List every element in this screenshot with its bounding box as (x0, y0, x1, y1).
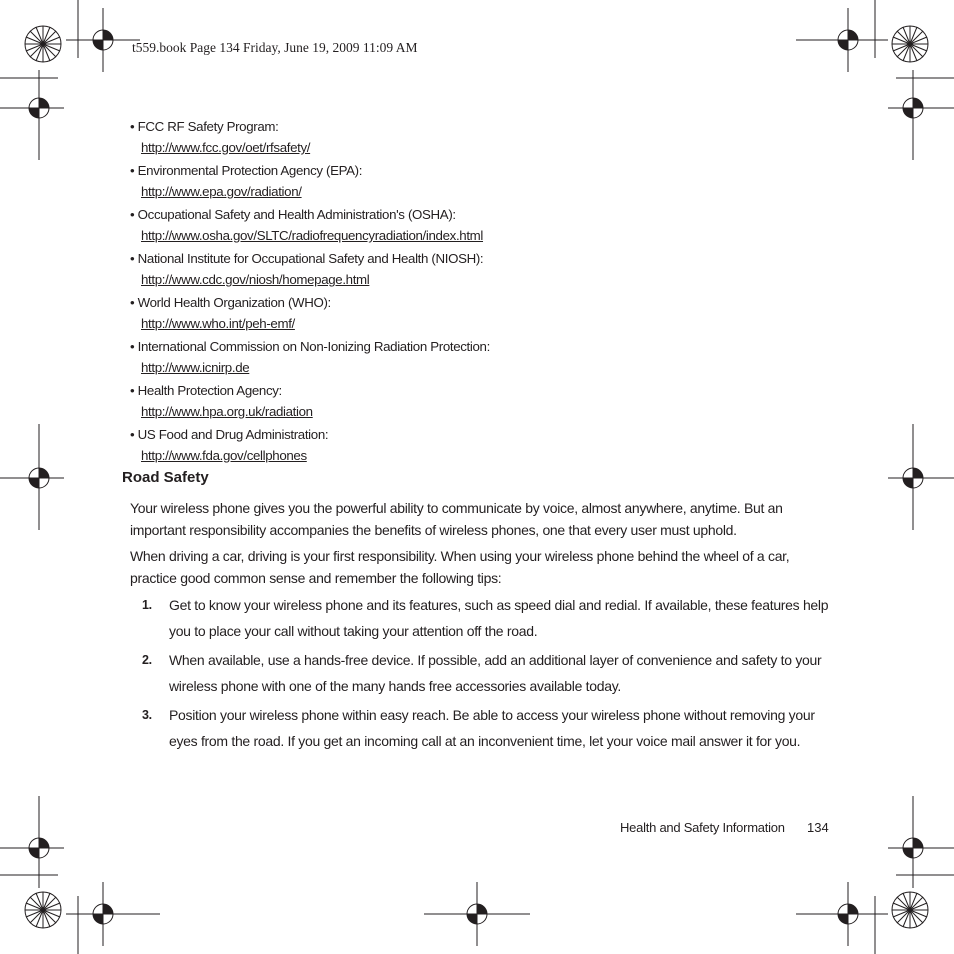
link-url[interactable]: http://www.osha.gov/SLTC/radiofrequencyradiation/index.html (141, 228, 484, 243)
list-item (130, 592, 830, 644)
list-item (130, 292, 690, 334)
link-label: • National Institute for Occupational Safety and Health (NIOSH): (130, 251, 484, 266)
step-text: When available, use a hands-free device. If possible, add an additional layer of convenience and safety to your wireless phone with one of the many hands free accessories available today. (169, 652, 822, 694)
list-item (130, 116, 690, 158)
crosshair-left-middle (0, 424, 64, 530)
step-text: Position your wireless phone within easy reach. Be able to access your wireless phone without removing your eyes from the road. If you get an incoming call at an inconvenient time, let your voice mail answer it for you. (169, 707, 815, 749)
link-label: • Occupational Safety and Health Administration's (OSHA): (130, 207, 456, 222)
link-url[interactable]: http://www.icnirp.de (141, 360, 250, 375)
link-label: • Environmental Protection Agency (EPA): (130, 163, 363, 178)
body-paragraph: When driving a car, driving is your first responsibility. When using your wireless phone behind the wheel of a car, practice good common sense and remember the following tips: (130, 548, 790, 586)
step-number: 1. (142, 598, 152, 612)
link-url[interactable]: http://www.fcc.gov/oet/rfsafety/ (141, 140, 311, 155)
list-item (130, 380, 690, 422)
crosshair-right-top (888, 70, 954, 160)
link-label: • International Commission on Non-Ionizing Radiation Protection: (130, 339, 490, 354)
link-url[interactable]: http://www.epa.gov/radiation/ (141, 184, 302, 199)
list-item (130, 160, 690, 202)
link-url[interactable]: http://www.who.int/peh-emf/ (141, 316, 295, 331)
step-number: 2. (142, 653, 152, 667)
link-url[interactable]: http://www.fda.gov/cellphones (141, 448, 307, 463)
step-text: Get to know your wireless phone and its features, such as speed dial and redial. If available, these features help you to place your call without taking your attention off the road. (169, 597, 829, 639)
body-paragraph: Your wireless phone gives you the powerful ability to communicate by voice, almost anywhere, anytime. But an important responsibility accompanies the benefits of wireless phones, one that every user must uphold. (130, 500, 783, 538)
corner-starburst-bottom-right (892, 892, 928, 928)
resource-link-list (130, 116, 690, 468)
link-label: • FCC RF Safety Program: (130, 119, 279, 134)
link-url[interactable]: http://www.cdc.gov/niosh/homepage.html (141, 272, 370, 287)
list-item (130, 248, 690, 290)
link-label: • World Health Organization (WHO): (130, 295, 331, 310)
corner-starburst-top-right (892, 26, 928, 62)
list-item (130, 204, 690, 246)
link-label: • Health Protection Agency: (130, 383, 282, 398)
link-url[interactable]: http://www.hpa.org.uk/radiation (141, 404, 313, 419)
corner-starburst-bottom-left (25, 892, 61, 928)
numbered-tips-list (130, 592, 830, 757)
page-number: 134 (807, 820, 829, 835)
section-heading: Road Safety (122, 469, 209, 486)
corner-starburst-top-left (25, 26, 61, 62)
footer-section-title: Health and Safety Information (620, 820, 785, 835)
list-item (130, 702, 830, 754)
list-item (130, 424, 690, 466)
crosshair-left-bottom (0, 796, 64, 888)
list-item (130, 336, 690, 378)
link-label: • US Food and Drug Administration: (130, 427, 329, 442)
step-number: 3. (142, 708, 152, 722)
print-slug: t559.book Page 134 Friday, June 19, 2009 11:09 AM (132, 40, 418, 55)
list-item (130, 647, 830, 699)
